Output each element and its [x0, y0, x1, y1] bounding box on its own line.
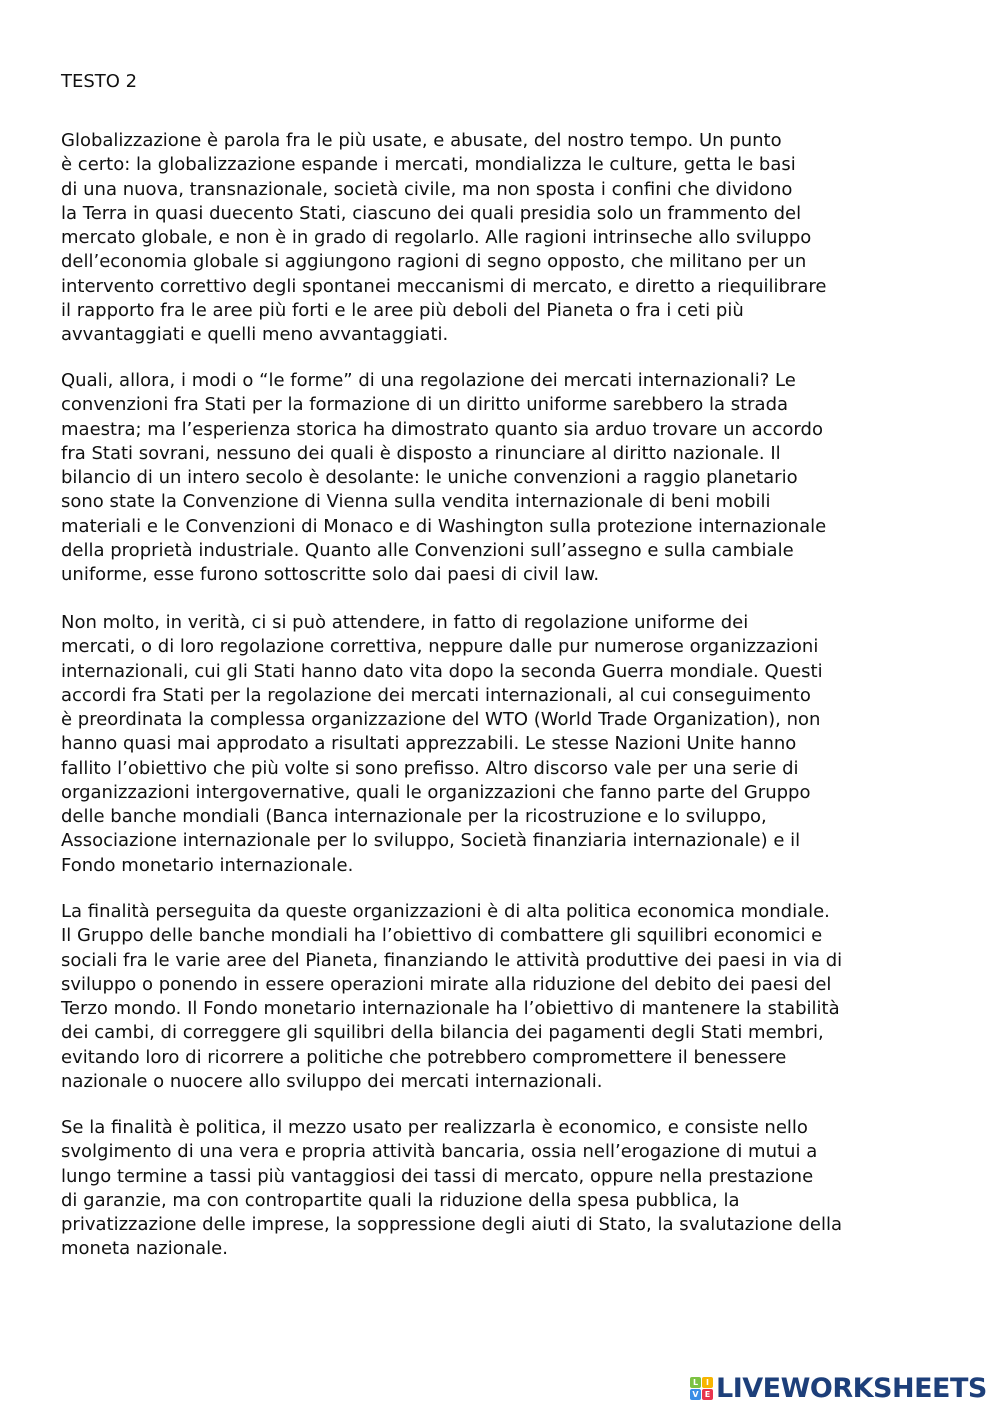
text-line: materiali e le Convenzioni di Monaco e di Washington sulla protezione internazionale	[61, 515, 827, 537]
logo-tile: V	[690, 1389, 701, 1400]
text-line: convenzioni fra Stati per la formazione di un diritto uniforme sarebbero la strada	[61, 394, 789, 416]
text-line: Il Gruppo delle banche mondiali ha l’obiettivo di combattere gli squilibri economici e	[61, 925, 823, 947]
text-line: dei cambi, di correggere gli squilibri della bilancia dei pagamenti degli Stati membri,	[61, 1022, 824, 1044]
text-line: Globalizzazione è parola fra le più usate, e abusate, del nostro tempo. Un punto	[61, 130, 782, 151]
paragraph	[61, 369, 826, 587]
text-line: la Terra in quasi duecento Stati, ciascuno dei quali presidia solo un frammento del	[61, 202, 802, 224]
text-line: delle banche mondiali (Banca internazionale per la ricostruzione e lo sviluppo,	[61, 806, 767, 827]
text-line: hanno quasi mai approdato a risultati apprezzabili. Le stesse Nazioni Unite hanno	[61, 733, 797, 755]
text-line: è certo: la globalizzazione espande i mercati, mondializza le culture, getta le basi	[61, 154, 796, 176]
paragraph	[61, 1116, 842, 1262]
text-line: Se la finalità è politica, il mezzo usato per realizzarla è economico, e consiste nello	[61, 1117, 808, 1138]
text-line: Associazione internazionale per lo sviluppo, Società finanziaria internazionale) e il	[61, 830, 801, 852]
text-line: evitando loro di ricorrere a politiche che potrebbero compromettere il benessere	[61, 1046, 787, 1068]
text-line: avvantaggiati e quelli meno avvantaggiati.	[61, 324, 449, 345]
text-line: La finalità perseguita da queste organizzazioni è di alta politica economica mondiale.	[61, 901, 830, 922]
text-line: Terzo mondo. Il Fondo monetario internazionale ha l’obiettivo di mantenere la stabilità	[61, 998, 840, 1019]
logo-tile: I	[702, 1377, 713, 1388]
liveworksheets-logo[interactable]	[690, 1373, 987, 1404]
text-line: internazionali, cui gli Stati hanno dato vita dopo la seconda Guerra mondiale. Questi	[61, 660, 823, 682]
document-title: TESTO 2	[61, 71, 138, 92]
text-line: è preordinata la complessa organizzazione del WTO (World Trade Organization), non	[61, 709, 821, 730]
paragraph	[61, 129, 826, 347]
text-line: dell’economia globale si aggiungono ragioni di segno opposto, che militano per un	[61, 251, 807, 273]
text-line: di garanzie, ma con contropartite quali la riduzione della spesa pubblica, la	[61, 1189, 740, 1211]
text-line: moneta nazionale.	[61, 1238, 228, 1260]
text-line: organizzazioni intergovernative, quali le organizzazioni che fanno parte del Gruppo	[61, 781, 811, 803]
text-line: sviluppo o ponendo in essere operazioni mirate alla riduzione del debito dei paesi del	[61, 973, 832, 995]
text-line: sono state la Convenzione di Vienna sulla vendita internazionale di beni mobili	[61, 491, 771, 513]
text-line: mercati, o di loro regolazione correttiva, neppure dalle pur numerose organizzazioni	[61, 636, 819, 658]
paragraph	[61, 900, 842, 1094]
text-line: accordi fra Stati per la regolazione dei mercati internazionali, al cui conseguimento	[61, 684, 811, 706]
text-line: mercato globale, e non è in grado di regolarlo. Alle ragioni intrinseche allo sviluppo	[61, 227, 812, 248]
text-line: nazionale o nuocere allo sviluppo dei mercati internazionali.	[61, 1070, 603, 1092]
text-line: della proprietà industriale. Quanto alle Convenzioni sull’assegno e sulla cambiale	[61, 539, 794, 561]
text-line: svolgimento di una vera e propria attività bancaria, ossia nell’erogazione di mutui a	[61, 1141, 818, 1163]
text-line: maestra; ma l’esperienza storica ha dimostrato quanto sia arduo trovare un accordo	[61, 418, 823, 440]
paragraph	[61, 611, 823, 878]
text-line: Non molto, in verità, ci si può attendere, in fatto di regolazione uniforme dei	[61, 612, 749, 633]
logo-tiles-icon	[690, 1377, 713, 1400]
text-line: intervento correttivo degli spontanei meccanismi di mercato, e diretto a riequilibrare	[61, 275, 827, 297]
text-line: di una nuova, transnazionale, società civile, ma non sposta i confini che dividono	[61, 178, 793, 200]
text-line: Fondo monetario internazionale.	[61, 854, 354, 876]
logo-tile: L	[690, 1377, 701, 1388]
logo-text: LIVEWORKSHEETS	[716, 1373, 987, 1404]
text-line: fra Stati sovrani, nessuno dei quali è disposto a rinunciare al diritto nazionale. Il	[61, 442, 781, 464]
logo-tile: E	[702, 1389, 713, 1400]
text-line: bilancio di un intero secolo è desolante: le uniche convenzioni a raggio planetario	[61, 467, 798, 488]
text-line: privatizzazione delle imprese, la soppressione degli aiuti di Stato, la svalutazione della	[61, 1214, 842, 1235]
text-line: uniforme, esse furono sottoscritte solo dai paesi di civil law.	[61, 564, 600, 585]
text-line: fallito l’obiettivo che più volte si sono prefisso. Altro discorso vale per una serie di	[61, 757, 799, 779]
text-line: il rapporto fra le aree più forti e le aree più deboli del Pianeta o fra i ceti più	[61, 299, 744, 321]
text-line: Quali, allora, i modi o “le forme” di una regolazione dei mercati internazionali? Le	[61, 370, 796, 391]
text-line: lungo termine a tassi più vantaggiosi dei tassi di mercato, oppure nella prestazione	[61, 1165, 814, 1187]
text-line: sociali fra le varie aree del Pianeta, finanziando le attività produttive dei paesi in via di	[61, 949, 843, 971]
